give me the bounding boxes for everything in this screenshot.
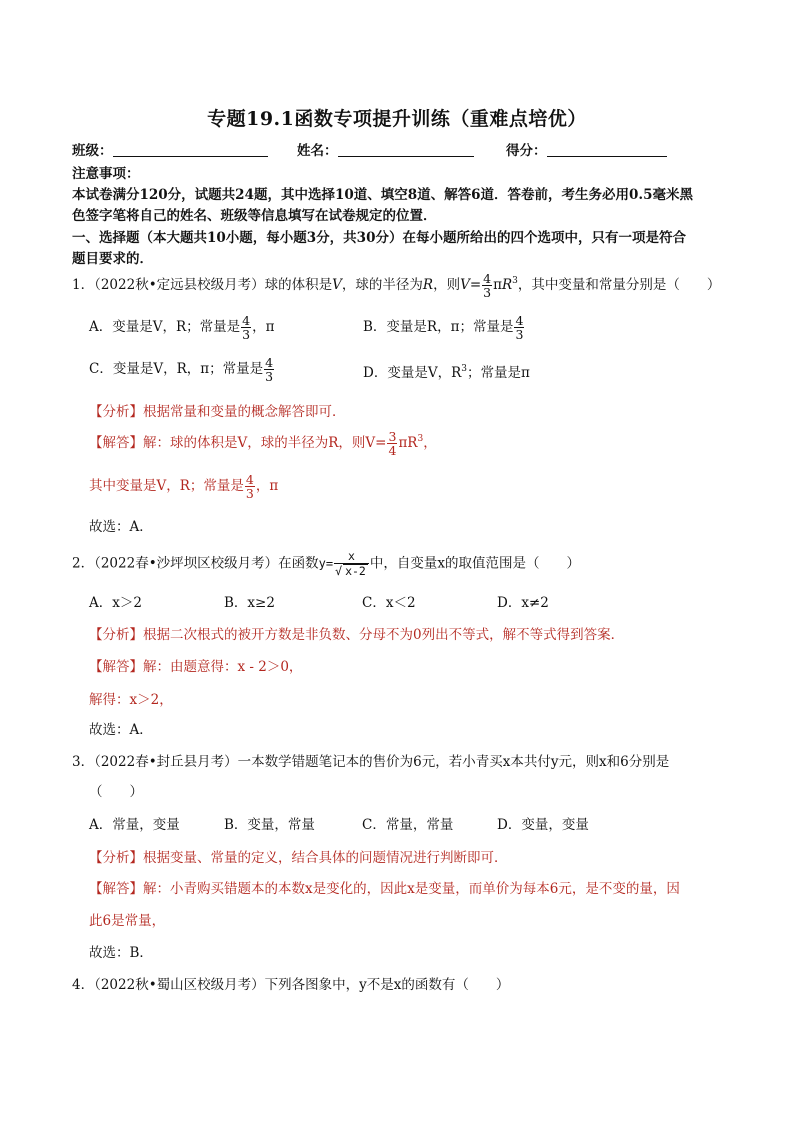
score-blank[interactable] (547, 142, 667, 157)
notice-line-2: 色签字笔将自己的姓名、班级等信息填写在试卷规定的位置． (72, 208, 437, 224)
q2-function-num: x (334, 550, 369, 564)
q1-option-b-fraction (514, 314, 524, 341)
q2-function-fraction (334, 550, 369, 578)
class-blank[interactable] (113, 142, 268, 157)
q3-option-c[interactable]: C．常量，常量 (362, 817, 454, 833)
q1-var-v: V (332, 277, 342, 293)
q1-fraction-den: 3 (483, 285, 492, 300)
notice-heading: 注意事项： (72, 166, 140, 182)
q1-option-c-num: 4 (265, 355, 274, 370)
q2-option-d[interactable]: D．x≠2 (497, 595, 549, 611)
q1-option-c-fraction (264, 356, 274, 383)
q1-equation-lhs: V= (460, 277, 482, 293)
q2-stem-text-a: 2．（2022春•沙坪坝区校级月考）在函数 (72, 555, 319, 572)
q3-answer-line-2: 此6是常量， (89, 913, 166, 929)
class-label: 班级： (72, 143, 113, 159)
q2-function-den-wrap (334, 564, 369, 578)
q1-answer-line-2-tail: ，π (255, 478, 279, 494)
q1-answer-den: 4 (388, 443, 397, 458)
q3-paren: （ ） (89, 784, 143, 800)
q1-stem-text-d: ，其中变量和常量分别是（ ） (517, 277, 721, 293)
q1-option-d-tail: ；常量是π (466, 365, 530, 381)
score-label: 得分： (506, 143, 547, 159)
q3-option-b[interactable]: B．变量，常量 (224, 817, 315, 833)
q1-analysis: 【分析】根据常量和变量的概念解答即可． (89, 404, 346, 420)
q1-answer-line-2-fraction (245, 473, 255, 500)
q3-analysis: 【分析】根据变量、常量的定义，结合具体的问题情况进行判断即可． (89, 850, 508, 866)
q1-option-d-text: D．变量是V，R (363, 365, 462, 381)
score-field (506, 139, 667, 159)
q1-option-b-den: 3 (515, 327, 524, 342)
q1-option-a-tail: ，π (252, 319, 275, 335)
page-title: 专题19.1函数专项提升训练（重难点培优） (207, 108, 587, 130)
q1-pi: π (493, 277, 502, 293)
q1-stem-text-a: 1．（2022秋•定远县校级月考）球的体积是 (72, 277, 333, 293)
q1-answer-text: 【解答】解：球的体积是V，球的半径为R，则V= (89, 435, 387, 451)
q1-option-d-exponent: 3 (461, 364, 467, 374)
class-field (72, 139, 268, 159)
q3-answer-line-1: 【解答】解：小青购买错题本的本数x是变化的，因此x是变量，而单价为每本6元，是不变的量，因 (89, 881, 680, 897)
q3-option-d[interactable]: D．变量，变量 (497, 817, 589, 833)
q2-stem (72, 550, 580, 578)
q1-answer-line-2-num: 4 (245, 472, 254, 487)
q1-stem-text-b: ，球的半径为 (341, 277, 423, 293)
q1-stem (72, 272, 720, 299)
q1-option-a[interactable] (89, 314, 275, 341)
q1-exponent: 3 (512, 276, 518, 286)
q2-solve: 解得：x＞2， (89, 692, 173, 708)
q4-stem: 4．（2022秋•蜀山区校级月考）下列各图象中，y不是x的函数有（ ） (72, 977, 510, 993)
q1-stem-text-c: ，则 (433, 277, 461, 293)
q2-choice: 故选：A． (89, 722, 153, 738)
q1-option-d[interactable] (363, 361, 530, 381)
q1-answer (89, 430, 437, 457)
q1-option-a-den: 3 (242, 327, 251, 342)
q1-option-b-text: B．变量是R，π；常量是 (363, 319, 514, 335)
name-blank[interactable] (338, 142, 474, 157)
q1-option-c-text: C．变量是V，R，π；常量是 (89, 361, 264, 377)
q2-analysis: 【分析】根据二次根式的被开方数是非负数、分母不为0列出不等式，解不等式得到答案． (89, 627, 625, 643)
q2-answer: 【解答】解：由题意得：x - 2＞0， (89, 659, 303, 675)
notice-line-1: 本试卷满分120分，试题共24题，其中选择10道、填空8道、解答6道．答卷前，考生务必用0.5毫米黑 (72, 187, 694, 203)
q1-answer-line-2-den: 3 (245, 486, 254, 501)
q1-option-a-fraction (241, 314, 251, 341)
q1-answer-num: 3 (388, 429, 397, 444)
q1-answer-line-2-text: 其中变量是V，R；常量是 (89, 478, 244, 494)
q1-answer-tail: πR (398, 435, 418, 451)
q1-option-a-num: 4 (242, 313, 251, 328)
section-line-1: 一、选择题（本大题共10小题，每小题3分，共30分）在每小题所给出的四个选项中，只有一项是符合 (72, 230, 686, 246)
q1-answer-exponent: 3 (417, 434, 424, 444)
q1-answer-fraction (387, 430, 397, 457)
q2-function-den: x-2 (345, 564, 366, 578)
q1-fraction-num: 4 (483, 271, 492, 286)
q1-option-a-text: A．变量是V，R；常量是 (89, 319, 241, 335)
q1-radius: R (501, 277, 513, 293)
q1-choice: 故选：A． (89, 519, 153, 535)
q1-option-c[interactable] (89, 356, 275, 383)
q1-option-c-den: 3 (265, 369, 274, 384)
q1-fraction (482, 272, 492, 299)
q3-choice: 故选：B． (89, 945, 153, 961)
q1-option-b-num: 4 (515, 313, 524, 328)
q3-option-a[interactable]: A．常量，变量 (89, 817, 180, 833)
q1-var-r: R (422, 277, 434, 293)
name-field (297, 139, 474, 159)
q1-answer-end: ， (423, 435, 437, 451)
q2-option-c[interactable]: C．x＜2 (362, 595, 416, 611)
q1-option-b[interactable] (363, 314, 525, 341)
q1-answer-line-2 (89, 473, 278, 500)
q2-option-a[interactable]: A．x＞2 (89, 595, 142, 611)
name-label: 姓名： (297, 143, 338, 159)
sqrt-icon: √ (335, 564, 343, 578)
q2-option-b[interactable]: B．x≥2 (224, 595, 275, 611)
q3-stem: 3．（2022春•封丘县月考）一本数学错题笔记本的售价为6元，若小青买x本共付y元，则x和6分别是 (72, 754, 670, 770)
section-line-2: 题目要求的． (72, 251, 153, 267)
q2-function-lhs: y= (318, 556, 334, 571)
q2-stem-text-b: 中，自变量x的取值范围是（ ） (369, 555, 580, 572)
